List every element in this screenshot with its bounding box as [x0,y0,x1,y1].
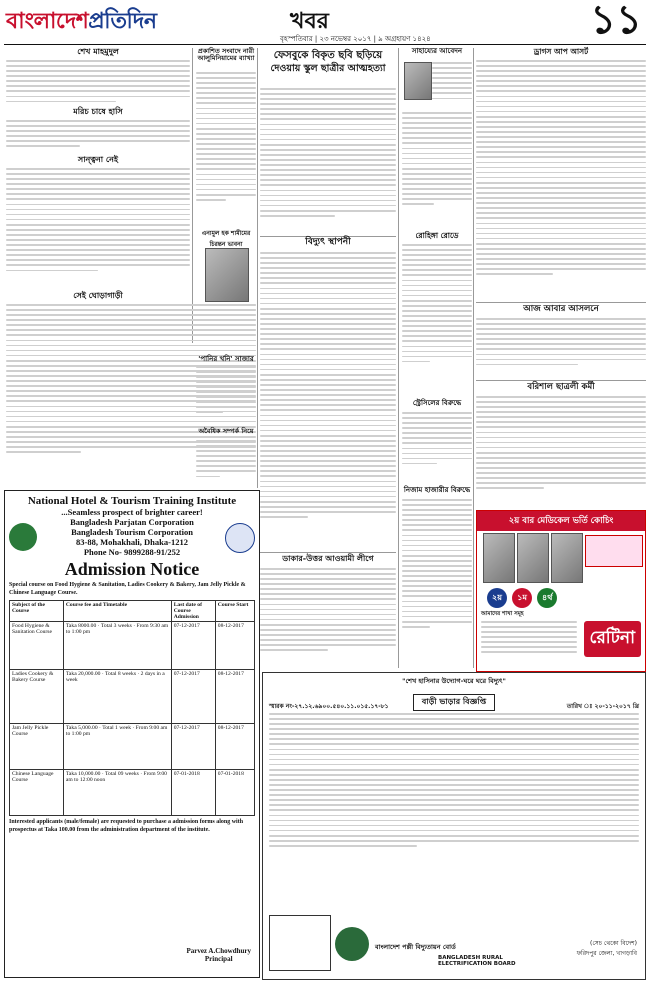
course-last-date: 07-12-2017 [171,724,215,770]
retina-headline: ২য় বার মেডিকেল ভর্তি কোচিং [477,511,645,531]
course-fee: Taka 5,000.00 · Total 1 week · From 9:00 am to 1:00 pm [63,724,171,770]
course-subject: Chinese Language Course [10,770,64,816]
col5-article-1-text [476,60,646,300]
signatory-name: Parvez A.Chowdhury [186,947,251,955]
institute-phone: Phone No- 9899288-91/252 [83,547,181,557]
author-photo [205,248,249,302]
section-label: খবর [290,9,329,34]
student-photo [517,533,549,583]
sub-headline-2: ডাকার-উত্তর আওয়ামী লীগে [282,554,374,563]
col2-headline-1: প্রকাশিত সংবাদে নারী আলুমিনিয়ামের ব্যাখ্যা [197,47,255,63]
divider [476,380,646,381]
course-subject: Ladies Cookery & Bakery Course [10,670,64,724]
col4-article-3-text [402,412,472,484]
table-row [10,724,255,770]
newspaper-logo [6,4,157,41]
course-subject: Jam Jelly Pickle Course [10,724,64,770]
course-start: 08-12-2017 [215,670,254,724]
retina-coaching-ad [476,510,646,672]
office-line-2: ফরিদপুর জেলা, খাগড়াবি [576,950,637,957]
col2-headline-3: অবৈধিক সম্পর্ক নিয়ে [198,427,254,435]
col5-headline-1: ড্রাগস আপ আসর্ট [533,47,589,56]
course-last-date: 07-01-2018 [171,770,215,816]
column-divider [473,48,474,668]
col4-headline-1: সাহায্যের আবেদন [411,47,463,55]
sub-headline-1: বিদ্যুৎ স্থাপনী [305,237,351,247]
org-1: Bangladesh Parjatan Corporation [70,517,194,527]
page-number: ১১ [590,0,642,43]
certification-logo-icon [269,915,331,971]
course-fee: Taka 10,000.00 · Total 09 weeks · From 9:00 am to 12:00 noon [63,770,171,816]
lead-headline: দেওয়ায় স্কুল ছাত্রীর আত্মহত্যা [260,64,396,74]
course-subject: Food Hygiene & Sanitation Course [10,622,64,670]
table-row [10,770,255,816]
position-badge: ২য় [487,588,507,608]
institute-seal-icon [225,523,255,553]
course-last-date: 07-12-2017 [171,670,215,724]
col2-article-3-text [196,366,256,424]
lead-kicker: ফেসবুকে বিকৃত ছবি ছড়িয়ে [273,50,383,61]
admission-notice-ad [4,490,260,978]
course-fee: Taka 20,000.00 · Total 8 weeks · 2 days in a week [63,670,171,724]
institute-tagline: ...Seamless prospect of brighter career! [61,507,203,517]
col1-headline-2: মরিচ চাষে হাসি [73,107,123,116]
col5-headline-2: আজ আবার আসলনে [523,304,599,314]
table-header: Subject of the Course [10,601,64,622]
col1-headline-3: সান্ত্বনা নেই [77,155,119,164]
logo-part2: প্রতিদিন [88,9,157,34]
patient-photo [404,62,432,100]
student-photo [551,533,583,583]
table-header: Last date of Course Admission [171,601,215,622]
position-badge: ১ম [512,588,532,608]
col4-headline-2: রোহিঙ্গা রোডে [415,231,459,240]
merit-box [585,535,643,567]
masthead-rule [4,44,646,45]
col4-headline-3: স্ট্রেসিলের বিরুদ্ধে [412,399,462,407]
branches-label: আমাদের শাখা সমূহ [481,611,524,617]
col1-article-3-text [6,168,190,290]
tender-ref: স্মারক নং-২৭.১২.৬৯০০.৫৪০.১১.০১৫.১৭-৮১ [269,703,389,710]
col4-article-4-text [402,499,472,667]
col5-headline-3: বরিশাল ছাত্রলী কর্মী [527,382,595,392]
course-start: 08-12-2017 [215,724,254,770]
table-row [10,670,255,724]
office-line-1: (সেচ থেকো বিদেশ) [590,940,637,947]
logo-part1: বাংলাদেশ [6,9,89,34]
tender-date: তারিখ ঃ ২০-১১-২০১৭ খ্রি [566,703,639,710]
col4-article-1-text-b [402,112,472,230]
divider [476,302,646,303]
notice-footer: Interested applicants (male/female) are requested to purchase a admission forms along with prospectus at Taka 100.00 from the administration department of the institute. [9,819,244,833]
col1-article-2-text [6,120,190,154]
table-row [10,622,255,670]
col2-article-4-text [196,440,256,488]
org-name-bn: বাংলাদেশ পল্লী বিদ্যুতায়ন বোর্ড [375,943,456,951]
retina-brand-logo: রেটিনা [584,621,641,657]
signatory-designation: Principal [204,955,233,963]
sub-article-1-text [260,252,396,550]
tender-motto: "শেখ হাসিনার উদ্যোগ-ঘরে ঘরে বিদ্যুৎ" [402,677,506,685]
col2-headline-2: 'পানির খনি' সাজার [198,355,254,363]
col2-article-2-text [196,304,256,354]
divider [260,552,396,553]
notice-intro: Special course on Food Hygiene & Sanitation, Ladies Cookery & Bakery, Jam Jelly Pickle & Chinese Language Course. [9,582,246,596]
org-2: Bangladesh Tourism Corporation [71,527,193,537]
branch-list [481,621,577,667]
table-header: Course fee and Timetable [63,601,171,622]
breb-logo-icon [335,927,369,961]
col5-article-3-text [476,396,646,508]
course-last-date: 07-12-2017 [171,622,215,670]
institute-address: 83-88, Mohakhali, Dhaka-1212 [76,537,188,547]
col2-article-1-text [196,72,256,224]
dateline: বৃহস্পতিবার | ২৩ নভেম্বর ২০১৭ | ৯ অগ্রহায়ণ ১৪২৪ [280,35,431,43]
col4-article-1-text-a [432,62,472,112]
column-divider [257,48,258,488]
column-divider [398,48,399,668]
course-fee: Taka 8000.00 · Total 3 weeks · From 9:30 am to 1:00 pm [63,622,171,670]
col1-headline-4: সেই ঘোড়াগাড়ী [73,291,123,300]
tender-title: বাড়ী ভাড়ার বিজ্ঞপ্তি [413,694,495,711]
course-start: 07-01-2018 [215,770,254,816]
org-name-en: BANGLADESH RURAL ELECTRIFICATION BOARD [438,955,516,967]
student-photo [483,533,515,583]
table-header: Course Start [215,601,254,622]
col4-headline-4: নিজাম হাজারীর বিরুদ্ধে [403,486,471,494]
parjatan-logo-icon [9,523,37,551]
col5-article-2-text [476,318,646,378]
col2-byline: এনামুল হক শামীমের চিরন্তন ভাবনা [201,230,251,248]
col1-article-1-text [6,60,190,106]
position-badge: ৪র্থ [537,588,557,608]
sub-article-2-text [260,568,396,668]
col4-article-2-text [402,244,472,398]
tender-body-text [269,713,639,891]
notice-title: Admission Notice [64,559,200,579]
institute-name: National Hotel & Tourism Training Institute [27,495,237,507]
course-start: 08-12-2017 [215,622,254,670]
col1-headline-1: শেখ মাহমুদুল [77,47,119,56]
rent-notice-ad [262,672,646,980]
course-table [9,600,255,816]
lead-article-text [260,88,396,233]
column-divider [192,48,193,343]
